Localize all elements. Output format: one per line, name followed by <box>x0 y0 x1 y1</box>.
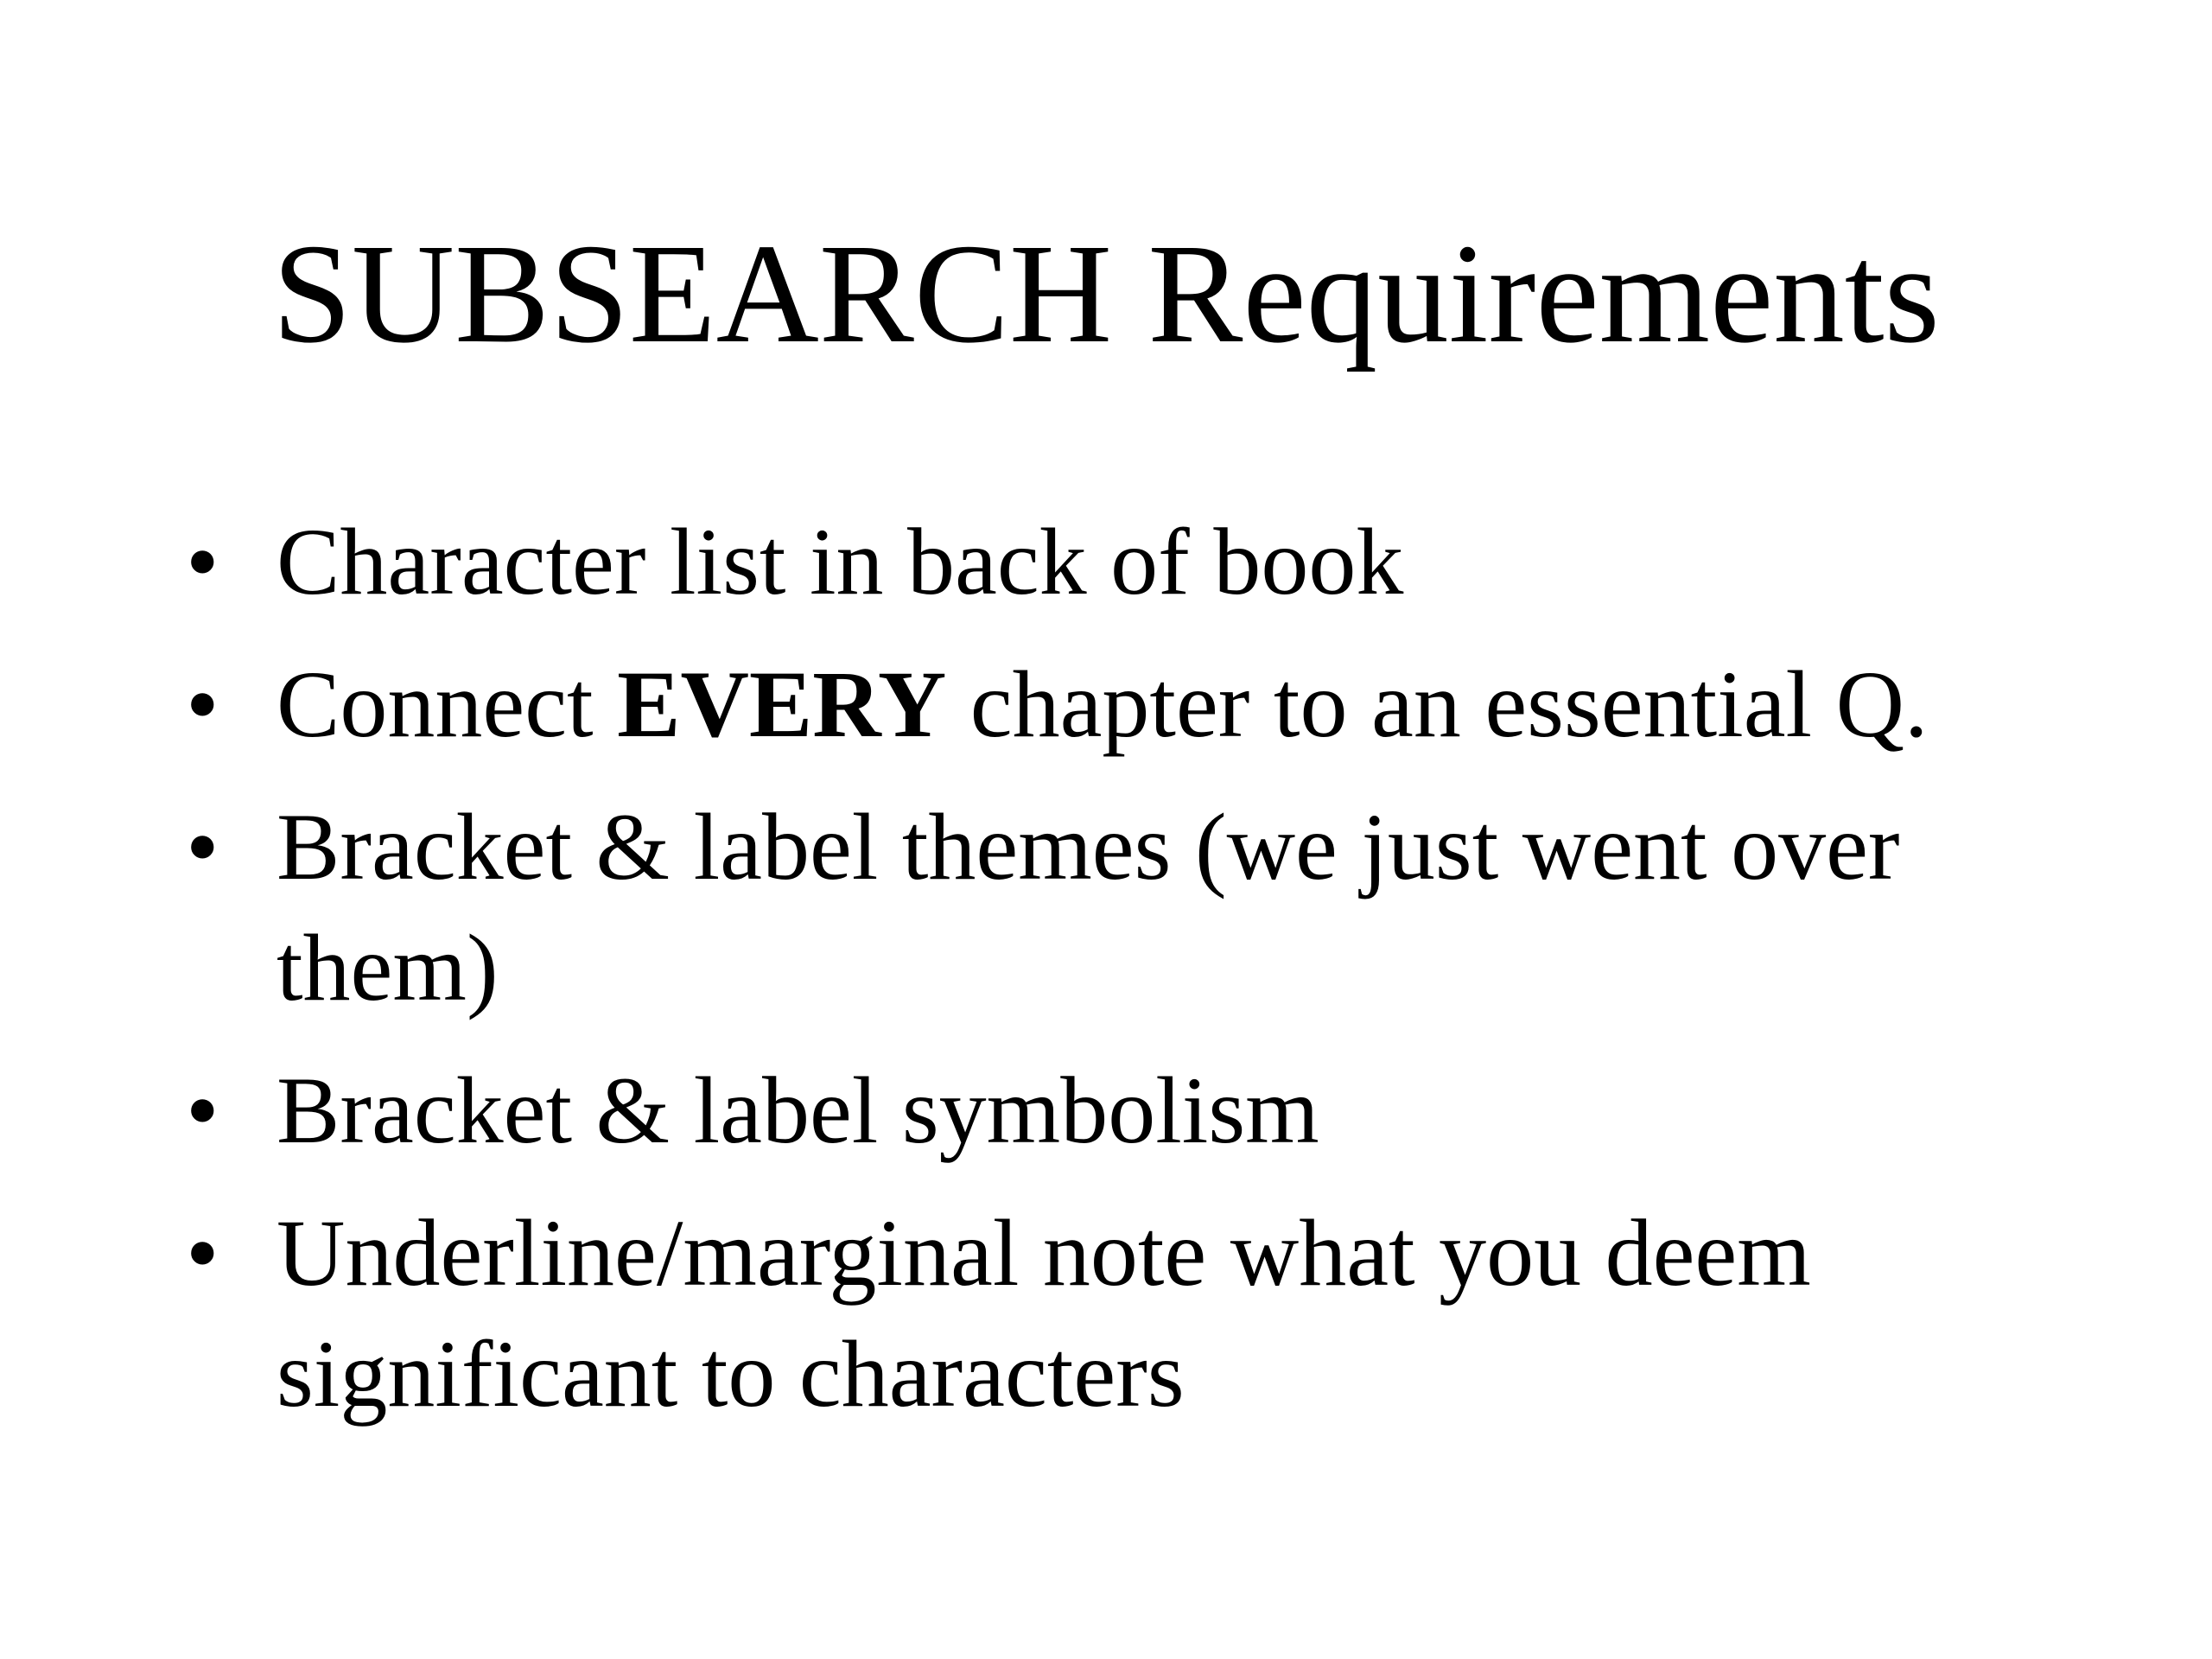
bullet-text <box>276 644 2048 765</box>
bullet-text-line: Bracket & label themes (we just went over <box>276 794 1900 899</box>
bullet-point-icon: • <box>186 794 219 899</box>
bullet-point-icon: • <box>186 1200 219 1306</box>
bullet-text-line: significant to characters <box>276 1321 1185 1427</box>
bullet-text-part: Connect <box>276 652 618 757</box>
slide-title: SUBSEARCH Requirements <box>272 214 1940 372</box>
bullet-text-part: chapter to an essential Q. <box>946 652 1929 757</box>
emphasis-text: EVERY <box>617 652 947 757</box>
bullet-point-icon: • <box>186 652 219 757</box>
bullet-text-line: them) <box>276 915 499 1020</box>
bullet-text: Character list in back of book <box>276 509 1404 614</box>
bullet-text <box>276 1192 2048 1434</box>
bullet-point-icon: • <box>186 1058 219 1163</box>
bullet-text: Bracket & label symbolism <box>276 1058 1319 1163</box>
bullet-point-icon: • <box>186 509 219 614</box>
bullet-text <box>276 786 2048 1028</box>
bullet-text-line: Underline/marginal note what you deem <box>276 1200 1811 1306</box>
